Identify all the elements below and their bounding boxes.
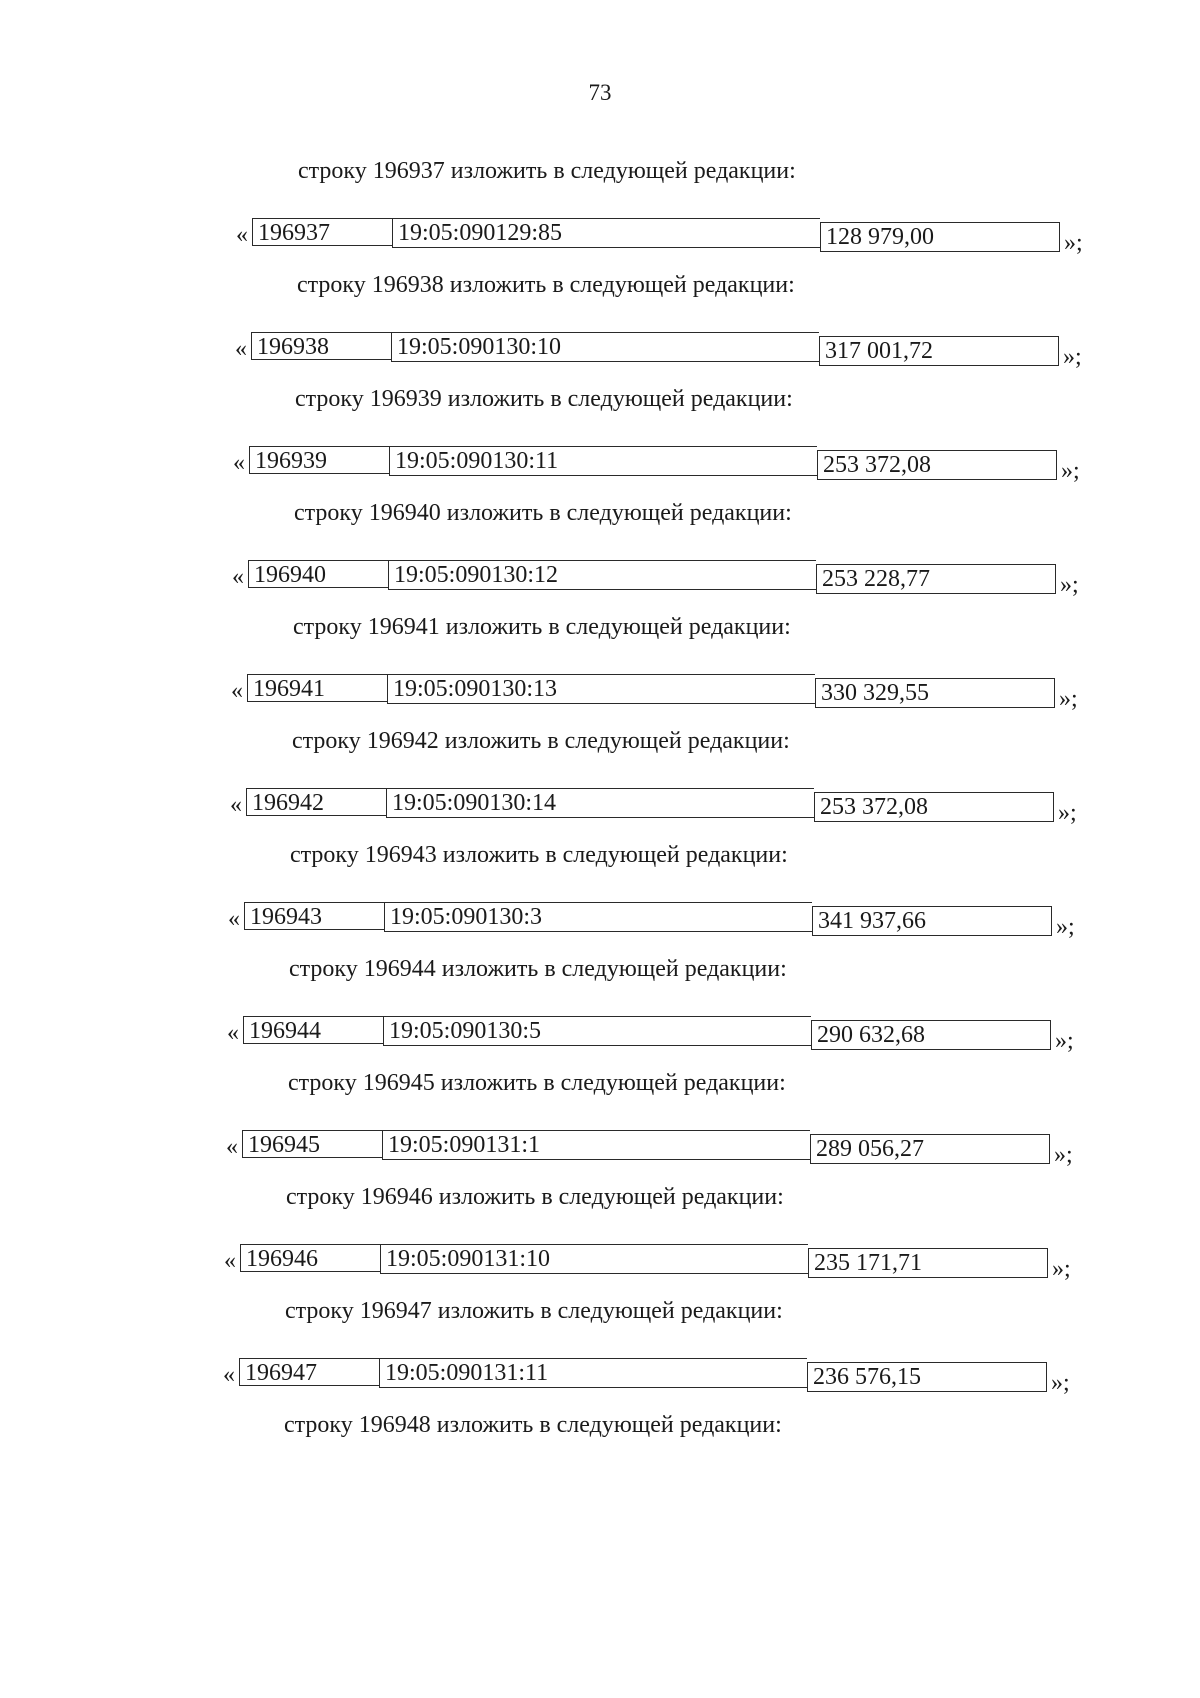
row-number-cell: 196941 bbox=[247, 674, 387, 702]
amendment-instruction: строку 196944 изложить в следующей редакции: bbox=[289, 956, 787, 982]
closing-quote: »; bbox=[1051, 1370, 1070, 1396]
closing-quote: »; bbox=[1059, 686, 1078, 712]
row-number-cell: 196944 bbox=[243, 1016, 383, 1044]
closing-quote: »; bbox=[1055, 1028, 1074, 1054]
row-number-cell: 196947 bbox=[239, 1358, 379, 1386]
closing-quote: »; bbox=[1056, 914, 1075, 940]
cadastral-value-cell: 341 937,66 bbox=[812, 906, 1052, 936]
cadastral-value-cell: 330 329,55 bbox=[815, 678, 1055, 708]
cadastral-number-cell: 19:05:090131:10 bbox=[380, 1244, 808, 1274]
amendment-instruction: строку 196940 изложить в следующей редакции: bbox=[294, 500, 792, 526]
cadastral-value-cell: 317 001,72 bbox=[819, 336, 1059, 366]
cadastral-number-cell: 19:05:090130:13 bbox=[387, 674, 815, 704]
row-number-cell: 196946 bbox=[240, 1244, 380, 1272]
cadastral-value-cell: 290 632,68 bbox=[811, 1020, 1051, 1050]
row-number-cell: 196945 bbox=[242, 1130, 382, 1158]
table-row bbox=[224, 1244, 1084, 1284]
cadastral-value-cell: 128 979,00 bbox=[820, 222, 1060, 252]
closing-quote: »; bbox=[1061, 458, 1080, 484]
opening-quote: « bbox=[232, 564, 244, 590]
table-row bbox=[236, 218, 1096, 258]
opening-quote: « bbox=[230, 792, 242, 818]
cadastral-number-cell: 19:05:090131:1 bbox=[382, 1130, 810, 1160]
amendment-instruction: строку 196939 изложить в следующей редакции: bbox=[295, 386, 793, 412]
amendment-instruction: строку 196948 изложить в следующей редакции: bbox=[284, 1412, 782, 1438]
table-row bbox=[228, 902, 1088, 942]
amendment-instruction: строку 196946 изложить в следующей редакции: bbox=[286, 1184, 784, 1210]
row-number-cell: 196939 bbox=[249, 446, 389, 474]
row-number-cell: 196942 bbox=[246, 788, 386, 816]
opening-quote: « bbox=[236, 222, 248, 248]
amendment-instruction: строку 196941 изложить в следующей редакции: bbox=[293, 614, 791, 640]
closing-quote: »; bbox=[1052, 1256, 1071, 1282]
amendment-instruction: строку 196937 изложить в следующей редакции: bbox=[298, 158, 796, 184]
cadastral-number-cell: 19:05:090130:14 bbox=[386, 788, 814, 818]
table-row bbox=[230, 788, 1090, 828]
closing-quote: »; bbox=[1058, 800, 1077, 826]
opening-quote: « bbox=[224, 1248, 236, 1274]
opening-quote: « bbox=[233, 450, 245, 476]
opening-quote: « bbox=[227, 1020, 239, 1046]
table-row bbox=[223, 1358, 1083, 1398]
cadastral-number-cell: 19:05:090131:11 bbox=[379, 1358, 807, 1388]
amendment-instruction: строку 196943 изложить в следующей редакции: bbox=[290, 842, 788, 868]
cadastral-value-cell: 253 228,77 bbox=[816, 564, 1056, 594]
amendment-instruction: строку 196942 изложить в следующей редакции: bbox=[292, 728, 790, 754]
cadastral-number-cell: 19:05:090130:5 bbox=[383, 1016, 811, 1046]
cadastral-number-cell: 19:05:090130:11 bbox=[389, 446, 817, 476]
cadastral-value-cell: 235 171,71 bbox=[808, 1248, 1048, 1278]
opening-quote: « bbox=[226, 1134, 238, 1160]
row-number-cell: 196938 bbox=[251, 332, 391, 360]
cadastral-value-cell: 253 372,08 bbox=[817, 450, 1057, 480]
opening-quote: « bbox=[235, 336, 247, 362]
table-row bbox=[226, 1130, 1086, 1170]
amendment-instruction: строку 196938 изложить в следующей редакции: bbox=[297, 272, 795, 298]
amendment-instruction: строку 196945 изложить в следующей редакции: bbox=[288, 1070, 786, 1096]
closing-quote: »; bbox=[1064, 230, 1083, 256]
cadastral-number-cell: 19:05:090130:3 bbox=[384, 902, 812, 932]
table-row bbox=[233, 446, 1093, 486]
table-row bbox=[231, 674, 1091, 714]
closing-quote: »; bbox=[1060, 572, 1079, 598]
page-number: 73 bbox=[588, 80, 612, 105]
cadastral-number-cell: 19:05:090130:12 bbox=[388, 560, 816, 590]
row-number-cell: 196937 bbox=[252, 218, 392, 246]
opening-quote: « bbox=[223, 1362, 235, 1388]
table-row bbox=[235, 332, 1095, 372]
opening-quote: « bbox=[228, 906, 240, 932]
cadastral-value-cell: 253 372,08 bbox=[814, 792, 1054, 822]
cadastral-number-cell: 19:05:090129:85 bbox=[392, 218, 820, 248]
cadastral-value-cell: 236 576,15 bbox=[807, 1362, 1047, 1392]
table-row bbox=[227, 1016, 1087, 1056]
closing-quote: »; bbox=[1063, 344, 1082, 370]
row-number-cell: 196943 bbox=[244, 902, 384, 930]
amendment-instruction: строку 196947 изложить в следующей редакции: bbox=[285, 1298, 783, 1324]
closing-quote: »; bbox=[1054, 1142, 1073, 1168]
cadastral-value-cell: 289 056,27 bbox=[810, 1134, 1050, 1164]
row-number-cell: 196940 bbox=[248, 560, 388, 588]
cadastral-number-cell: 19:05:090130:10 bbox=[391, 332, 819, 362]
opening-quote: « bbox=[231, 678, 243, 704]
table-row bbox=[232, 560, 1092, 600]
